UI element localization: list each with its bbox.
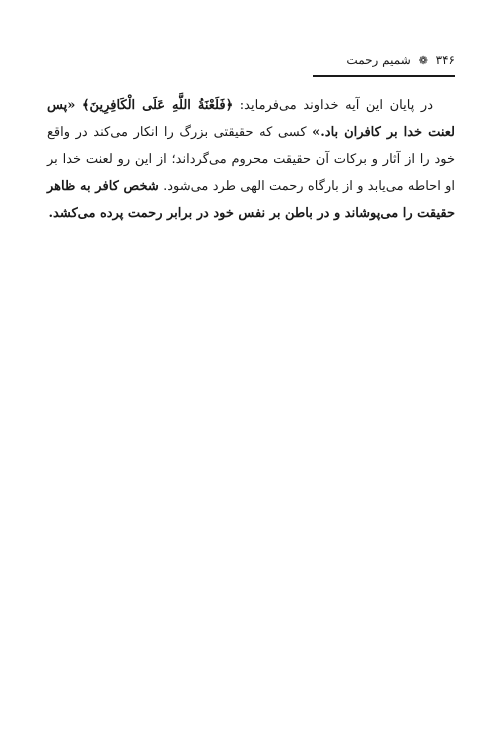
paragraph-text: کسی که حقیقتی بزرگ را انکار می‌کند در واقع خود را از آثار و برکات آن حقیقت محروم می‌گرداند؛ از این رو لعنت خدا بر او احاطه می‌یابد و از بارگاه رحمت الهی طرد می‌شود.: [47, 125, 455, 194]
paragraph: [47, 92, 455, 227]
verse-translation: «پس لعنت خدا بر کافران باد.»: [47, 98, 455, 140]
book-title: شمیم رحمت: [346, 53, 411, 67]
quran-verse: ﴿فَلَعْنَةُ اللَّهِ عَلَى الْكَافِرِينَ﴾: [81, 98, 234, 113]
body-text: [47, 92, 455, 227]
header-rule: [313, 75, 455, 77]
page-number: ۳۴۶: [435, 53, 455, 67]
running-header: [305, 52, 455, 69]
paragraph-text-bold: شخص کافر به ظاهر حقیقت را می‌پوشاند و در باطن بر نفس خود در برابر رحمت پرده می‌کشد.: [47, 179, 455, 221]
flower-ornament-icon: ❁: [418, 54, 428, 67]
paragraph-intro: در پایان این آیه خداوند می‌فرماید:: [239, 98, 433, 113]
